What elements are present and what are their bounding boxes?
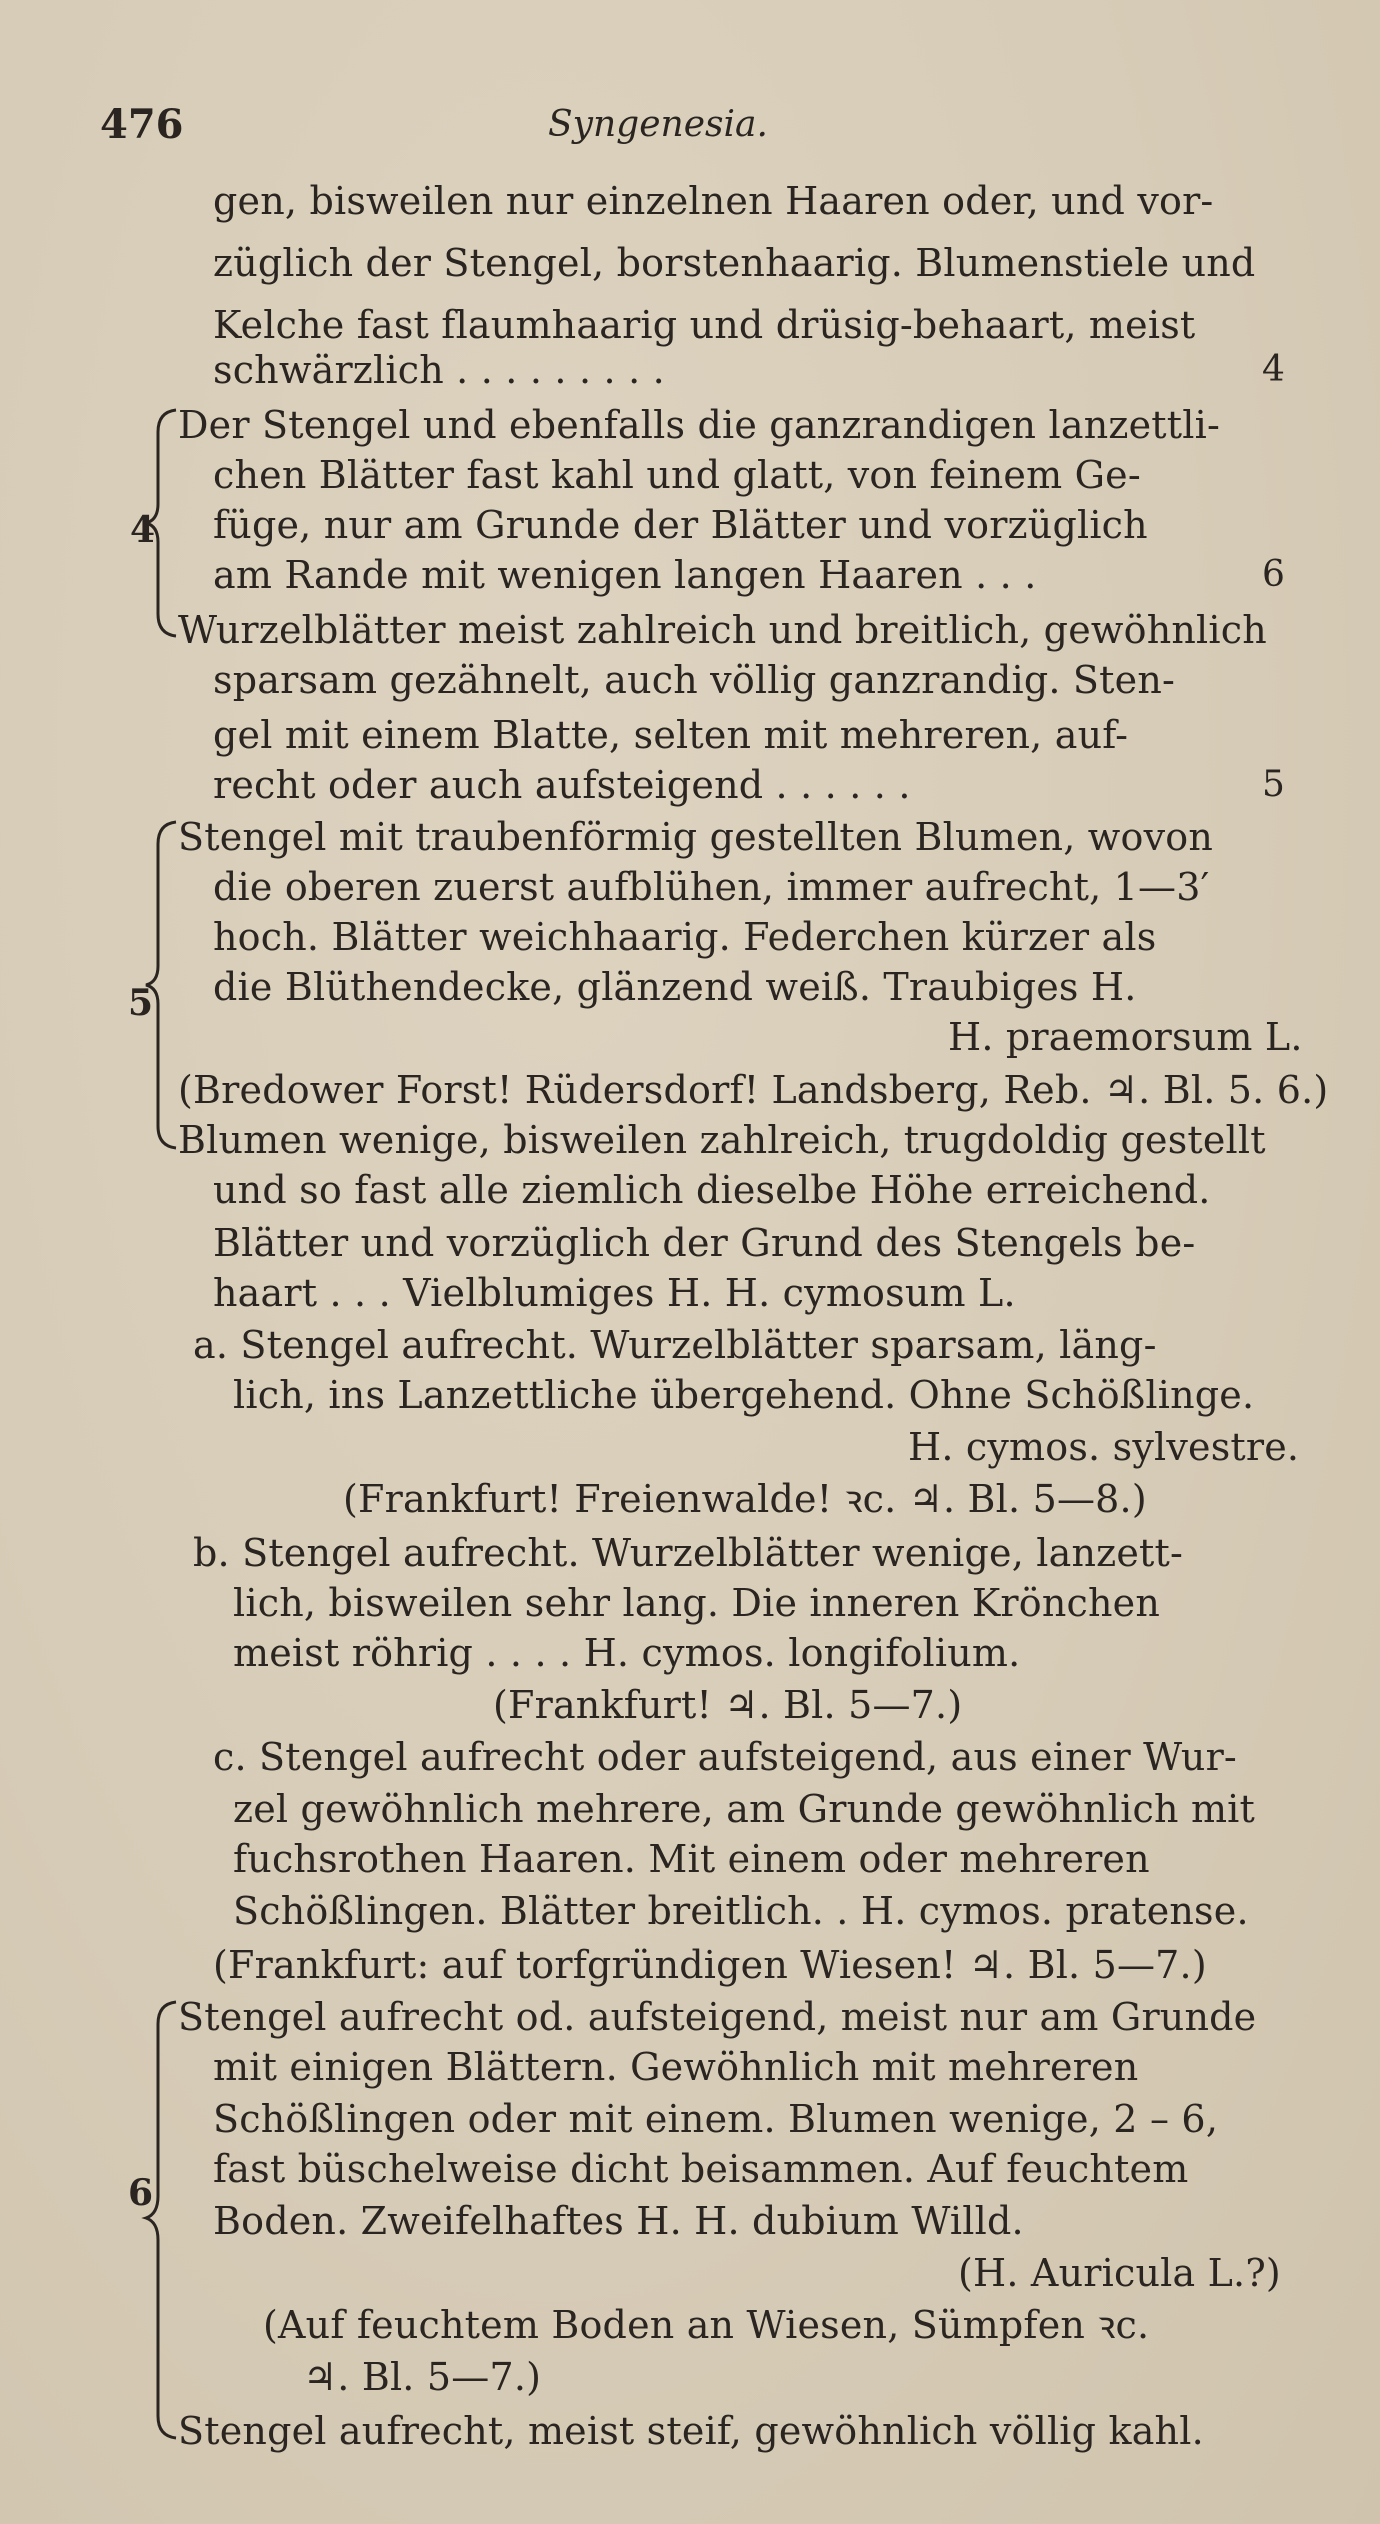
text-line: und so fast alle ziemlich dieselbe Höhe erreichend. xyxy=(213,1168,1211,1212)
text-line: gel mit einem Blatte, selten mit mehreren, auf- xyxy=(213,713,1129,757)
text-line: zel gewöhnlich mehrere, am Grunde gewöhnlich mit xyxy=(233,1787,1255,1831)
text-line: hoch. Blätter weichhaarig. Federchen kürzer als xyxy=(213,915,1157,959)
text-line: c. Stengel aufrecht oder aufsteigend, aus einer Wur- xyxy=(213,1735,1237,1779)
text-line: am Rande mit wenigen langen Haaren . . . xyxy=(213,553,1037,597)
couplet-brace xyxy=(140,408,180,638)
page-number: 476 xyxy=(100,101,184,148)
text-line: Der Stengel und ebenfalls die ganzrandigen lanzettli- xyxy=(178,403,1220,447)
text-line: fast büschelweise dicht beisammen. Auf feuchtem xyxy=(213,2147,1189,2191)
text-line: fuchsrothen Haaren. Mit einem oder mehreren xyxy=(233,1837,1150,1881)
couplet-brace xyxy=(140,2000,180,2440)
couplet-label: 6 xyxy=(128,2172,154,2214)
text-line: Schößlingen. Blätter breitlich. . H. cymos. pratense. xyxy=(233,1889,1249,1933)
text-line: (Auf feuchtem Boden an Wiesen, Sümpfen ꝛc. xyxy=(263,2303,1150,2347)
text-line: züglich der Stengel, borstenhaarig. Blumenstiele und xyxy=(213,241,1256,285)
couplet-reference: 5 xyxy=(1262,764,1285,805)
text-line: ♃. Bl. 5—7.) xyxy=(303,2355,542,2399)
text-line: a. Stengel aufrecht. Wurzelblätter sparsam, läng- xyxy=(193,1323,1157,1367)
couplet-reference: 4 xyxy=(1262,349,1285,390)
text-line: b. Stengel aufrecht. Wurzelblätter wenige, lanzett- xyxy=(193,1531,1184,1575)
text-line: mit einigen Blättern. Gewöhnlich mit mehreren xyxy=(213,2045,1139,2089)
text-line: Boden. Zweifelhaftes H. H. dubium Willd. xyxy=(213,2199,1024,2243)
text-line: schwärzlich . . . . . . . . . xyxy=(213,348,665,392)
text-line: Blumen wenige, bisweilen zahlreich, trugdoldig gestellt xyxy=(178,1118,1266,1162)
text-line: sparsam gezähnelt, auch völlig ganzrandig. Sten- xyxy=(213,658,1176,702)
text-line: (Frankfurt! ♃. Bl. 5—7.) xyxy=(493,1683,963,1727)
text-line: Wurzelblätter meist zahlreich und breitlich, gewöhnlich xyxy=(178,608,1267,652)
text-line: haart . . . Vielblumiges H. H. cymosum L. xyxy=(213,1271,1016,1315)
text-line: meist röhrig . . . . H. cymos. longifolium. xyxy=(233,1631,1021,1675)
text-line: die oberen zuerst aufblühen, immer aufrecht, 1—3′ xyxy=(213,865,1210,909)
text-line: lich, ins Lanzettliche übergehend. Ohne Schößlinge. xyxy=(233,1373,1255,1417)
text-line: Stengel mit traubenförmig gestellten Blumen, wovon xyxy=(178,815,1214,859)
text-line: lich, bisweilen sehr lang. Die inneren Krönchen xyxy=(233,1581,1161,1625)
text-line: (Frankfurt! Freienwalde! ꝛc. ♃. Bl. 5—8.) xyxy=(343,1477,1147,1521)
couplet-label: 4 xyxy=(130,509,156,551)
text-line: Schößlingen oder mit einem. Blumen wenige, 2 – 6, xyxy=(213,2097,1219,2141)
text-line: Blätter und vorzüglich der Grund des Stengels be- xyxy=(213,1221,1196,1265)
text-line: Stengel aufrecht od. aufsteigend, meist nur am Grunde xyxy=(178,1995,1257,2039)
running-title: Syngenesia. xyxy=(548,104,768,145)
text-line: (Frankfurt: auf torfgründigen Wiesen! ♃. Bl. 5—7.) xyxy=(213,1943,1207,1987)
text-line: chen Blätter fast kahl und glatt, von feinem Ge- xyxy=(213,453,1141,497)
text-line: die Blüthendecke, glänzend weiß. Traubiges H. xyxy=(213,965,1137,1009)
text-line: H. cymos. sylvestre. xyxy=(908,1425,1300,1469)
text-line: (H. Auricula L.?) xyxy=(958,2251,1281,2295)
text-line: füge, nur am Grunde der Blätter und vorzüglich xyxy=(213,503,1148,547)
text-line: recht oder auch aufsteigend . . . . . . xyxy=(213,763,911,807)
text-line: (Bredower Forst! Rüdersdorf! Landsberg, Reb. ♃. Bl. 5. 6.) xyxy=(178,1068,1329,1112)
text-line: Stengel aufrecht, meist steif, gewöhnlich völlig kahl. xyxy=(178,2409,1204,2453)
couplet-brace xyxy=(140,820,180,1150)
text-line: gen, bisweilen nur einzelnen Haaren oder, und vor- xyxy=(213,179,1214,223)
text-line: H. praemorsum L. xyxy=(948,1015,1303,1059)
couplet-label: 5 xyxy=(128,982,154,1024)
text-line: Kelche fast flaumhaarig und drüsig-behaart, meist xyxy=(213,303,1196,347)
couplet-reference: 6 xyxy=(1262,554,1285,595)
